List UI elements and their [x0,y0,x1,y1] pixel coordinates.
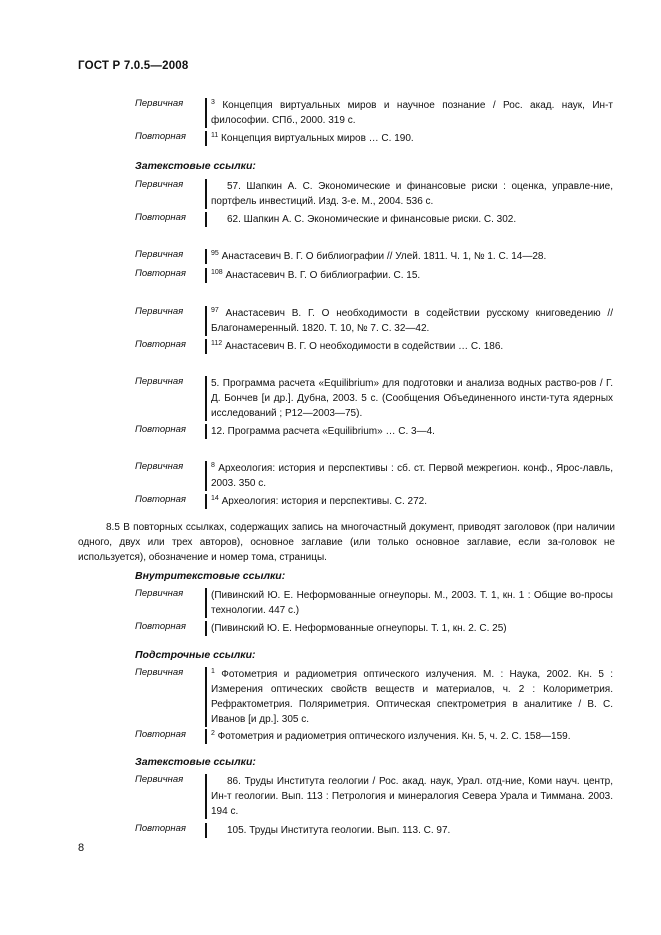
divider-bar [205,461,207,491]
label-primary: Первичная [135,179,184,190]
divider-bar [205,131,207,146]
divider-bar [205,588,207,618]
divider-bar [205,339,207,354]
divider-bar [205,179,207,209]
reference-text: 12. Программа расчета «Equilibrium» … С. 3—4. [211,426,435,437]
label-repeat: Повторная [135,131,186,142]
reference-text: $^3$ Концепция виртуальных миров и научное познание / Рос. акад. наук, Ин-т философии. СПб., 2000. 319 с. [211,99,613,126]
reference-text: $^2$ Фотометрия и радиометрия оптического излучения. Кн. 5, ч. 2. С. 158—159. [211,730,571,742]
reference-text: 62. Шапкин А. С. Экономические и финансовые риски. С. 302. [227,214,517,225]
divider-bar [205,306,207,336]
divider-bar [205,494,207,509]
label-primary: Первичная [135,774,184,785]
label-repeat: Повторная [135,729,186,740]
reference-text: $^{95}$ Анастасевич В. Г. О библиографии // Улей. 1811. Ч. 1, № 1. С. 14—28. [211,250,547,262]
reference-text: 57. Шапкин А. С. Экономические и финансовые риски : оценка, управле-ние, портфель инвестиций. Изд. 3-е. М., 2004. 536 с. [211,181,613,207]
reference-text: $^{11}$ Концепция виртуальных миров … С. 190. [211,132,414,144]
reference-text: (Пивинский Ю. Е. Неформованные огнеупоры. Т. 1, кн. 2. С. 25) [211,623,507,634]
divider-bar [205,424,207,439]
divider-bar [205,249,207,264]
divider-bar [205,621,207,636]
divider-bar [205,774,207,819]
divider-bar [205,268,207,283]
label-primary: Первичная [135,588,184,599]
label-primary: Первичная [135,249,184,260]
page-header: ГОСТ Р 7.0.5—2008 [78,60,189,72]
reference-text: $^{14}$ Археология: история и перспективы. С. 272. [211,495,427,507]
reference-text: 105. Труды Института геологии. Вып. 113. С. 97. [227,825,451,836]
paragraph-8-5: 8.5 В повторных ссылках, содержащих запись на многочастный документ, приводят заголовок (при наличии одного, двух или трех авторов), основное заглавие (или только основное заглавие, если за-головок не используется), обозначение и номер тома, страницы. [78,522,615,563]
label-repeat: Повторная [135,424,186,435]
divider-bar [205,729,207,744]
reference-text: $^{97}$ Анастасевич В. Г. О необходимости в содействии русскому книговедению // Благонамеренный. 1820. Т. 10, № 7. С. 32—42. [211,307,613,334]
reference-text: 86. Труды Института геологии / Рос. акад. наук, Урал. отд-ние, Коми науч. центр, Ин-т геологии. Вып. 113 : Петрология и минералогия Севера Урала и Тиммана. 2003. 194 с. [211,776,613,817]
label-primary: Первичная [135,376,184,387]
label-repeat: Повторная [135,212,186,223]
label-repeat: Повторная [135,339,186,350]
reference-text: 5. Программа расчета «Equilibrium» для подготовки и анализа водных раство-ров / Г. Д. Бончев [и др.]. Дубна, 2003. 5 с. (Сообщения Объединенного инсти-тута ядерных исследований ; Р12—2003—75). [211,378,613,419]
label-primary: Первичная [135,667,184,678]
divider-bar [205,667,207,727]
label-repeat: Повторная [135,494,186,505]
reference-text: $^{108}$ Анастасевич В. Г. О библиографии. С. 15. [211,269,421,281]
label-repeat: Повторная [135,823,186,834]
divider-bar [205,212,207,227]
label-primary: Первичная [135,306,184,317]
label-repeat: Повторная [135,268,186,279]
divider-bar [205,98,207,128]
section-heading: Внутритекстовые ссылки: [135,570,286,582]
section-heading: Затекстовые ссылки: [135,756,256,768]
section-heading: Подстрочные ссылки: [135,649,256,661]
reference-text: $^8$ Археология: история и перспективы : сб. ст. Первой межрегион. конф., Ярос-лавль, 2003. 350 с. [211,462,613,489]
reference-text: (Пивинский Ю. Е. Неформованные огнеупоры. М., 2003. Т. 1, кн. 1 : Общие во-просы технологии. 447 с.) [211,590,613,616]
label-primary: Первичная [135,98,184,109]
divider-bar [205,376,207,421]
label-primary: Первичная [135,461,184,472]
divider-bar [205,823,207,838]
label-repeat: Повторная [135,621,186,632]
reference-text: $^{112}$ Анастасевич В. Г. О необходимости в содействии … С. 186. [211,340,504,352]
page-number: 8 [78,842,85,854]
reference-text: $^1$ Фотометрия и радиометрия оптического излучения. М. : Наука, 2002. Кн. 5 : Измерения оптических свойств веществ и материалов, ч. 2 : Колориметрия. Рефрактометрия. Поляриметрия. Оптическая спектрометрия в аналитике / В. С. Иванов [и др.]. 305 с. [211,668,613,725]
section-heading: Затекстовые ссылки: [135,160,256,172]
